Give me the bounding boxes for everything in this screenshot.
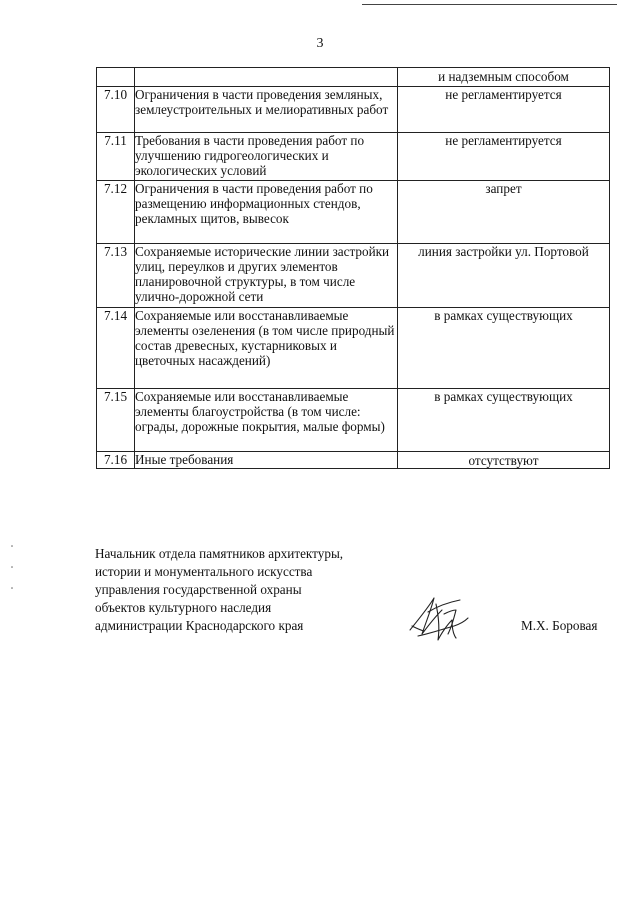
row-number: 7.12 bbox=[97, 181, 135, 244]
table-row bbox=[97, 244, 610, 308]
table-row bbox=[97, 389, 610, 452]
row-description: Сохраняемые или восстанавливаемые элементы озеленения (в том числе природный состав древесных, кустарниковых и цветочных насаждений) bbox=[135, 308, 398, 389]
row-number: 7.10 bbox=[97, 87, 135, 133]
row-description: Ограничения в части проведения работ по размещению информационных стендов, рекламных щитов, вывесок bbox=[135, 181, 398, 244]
signature-icon bbox=[398, 590, 478, 650]
table-row bbox=[97, 87, 610, 133]
row-value: в рамках существующих bbox=[398, 308, 610, 389]
row-description: Иные требования bbox=[135, 452, 398, 469]
row-description: Сохраняемые исторические линии застройки улиц, переулков и других элементов планировочной структуры, в том числе улично-дорожной сети bbox=[135, 244, 398, 308]
row-value: и надземным способом bbox=[398, 68, 610, 87]
row-description bbox=[135, 68, 398, 87]
row-number: 7.14 bbox=[97, 308, 135, 389]
table-row bbox=[97, 68, 610, 87]
table-row bbox=[97, 452, 610, 469]
row-value: запрет bbox=[398, 181, 610, 244]
table-row bbox=[97, 181, 610, 244]
row-value: в рамках существующих bbox=[398, 389, 610, 452]
page-number: 3 bbox=[316, 36, 324, 51]
row-number: 7.11 bbox=[97, 133, 135, 181]
table-row bbox=[97, 308, 610, 389]
signer-title bbox=[95, 545, 343, 635]
row-value: отсутствуют bbox=[398, 452, 610, 469]
table-row bbox=[97, 133, 610, 181]
signer-title-line: объектов культурного наследия bbox=[95, 600, 272, 615]
row-number: 7.13 bbox=[97, 244, 135, 308]
row-description: Сохраняемые или восстанавливаемые элементы благоустройства (в том числе: ограды, дорожные покрытия, малые формы) bbox=[135, 389, 398, 452]
row-number: 7.15 bbox=[97, 389, 135, 452]
row-value: не регламентируется bbox=[398, 133, 610, 181]
row-value: не регламентируется bbox=[398, 87, 610, 133]
margin-marks bbox=[10, 543, 14, 593]
signer-name: М.Х. Боровая bbox=[521, 618, 598, 633]
row-number: 7.16 bbox=[97, 452, 135, 469]
row-description: Требования в части проведения работ по улучшению гидрогеологических и экологических условий bbox=[135, 133, 398, 181]
requirements-table bbox=[96, 67, 610, 469]
row-description: Ограничения в части проведения земляных, землеустроительных и мелиоративных работ bbox=[135, 87, 398, 133]
signer-title-line: истории и монументального искусства bbox=[95, 564, 313, 579]
top-rule bbox=[362, 4, 617, 5]
signer-title-line: управления государственной охраны bbox=[95, 582, 302, 597]
row-value: линия застройки ул. Портовой bbox=[398, 244, 610, 308]
signer-title-line: администрации Краснодарского края bbox=[95, 618, 304, 633]
signer-title-line: Начальник отдела памятников архитектуры, bbox=[95, 546, 344, 561]
row-number bbox=[97, 68, 135, 87]
